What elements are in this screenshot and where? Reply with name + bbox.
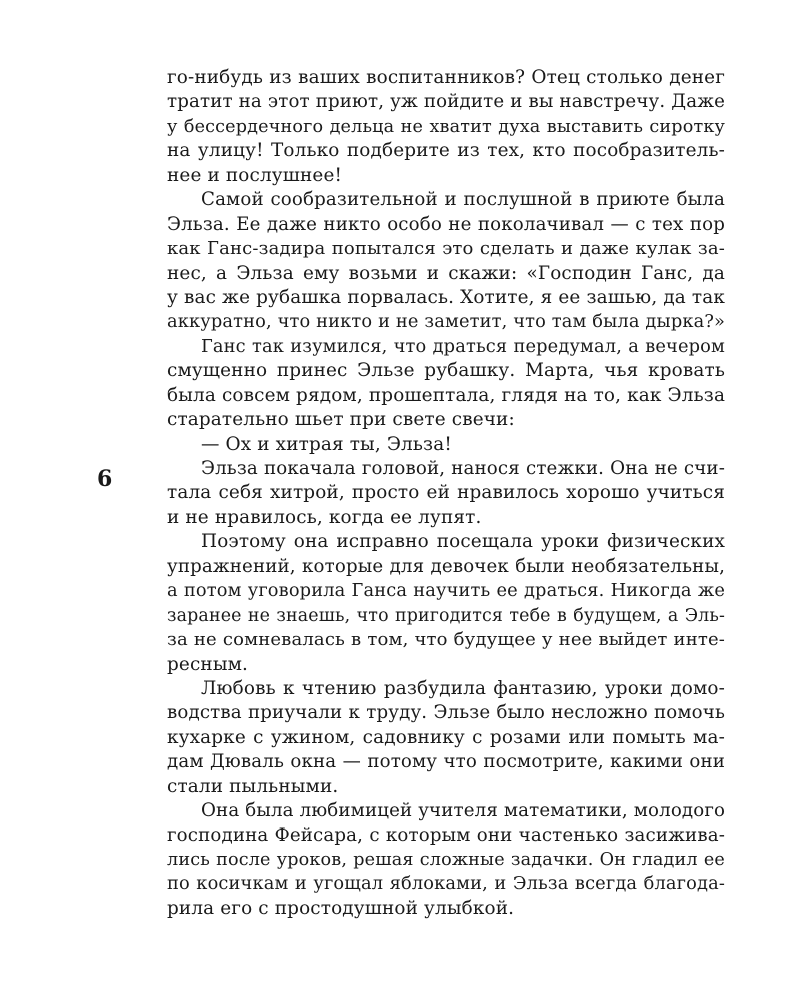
- text-line: за не сомневалась в том, что будущее у нее выйдет инте-: [167, 629, 725, 651]
- text-line: тратит на этот приют, уж пойдите и вы навстречу. Даже: [167, 91, 725, 113]
- text-line: рила его с простодушной улыбкой.: [167, 897, 515, 919]
- text-line: водства приучали к труду. Эльзе было несложно помочь: [167, 702, 725, 724]
- text-line: го-нибудь из ваших воспитанников? Отец столько денег: [167, 67, 725, 88]
- text-line: господина Фейсара, с которым они частенько засижива-: [167, 824, 725, 846]
- text-line: а потом уговорила Ганса научить ее драться. Никогда же: [167, 580, 725, 602]
- text-line: упражнений, которые для девочек были необязательны,: [167, 555, 725, 577]
- text-line: и не нравилось, когда ее лупят.: [167, 506, 482, 528]
- text-line: Она была любимицей учителя математики, молодого: [201, 800, 726, 822]
- text-line: Поэтому она исправно посещала уроки физических: [201, 531, 725, 553]
- text-line: дам Дюваль окна — потому что посмотрите, какими они: [167, 751, 725, 773]
- body-text: [167, 66, 725, 921]
- text-line: нее и послушнее!: [167, 164, 343, 186]
- text-line: на улицу! Только подберите из тех, кто пособразитель-: [167, 140, 725, 162]
- text-line: у вас же рубашка порвалась. Хотите, я ее зашью, да так: [167, 286, 725, 308]
- text-line: — Ох и хитрая ты, Эльза!: [201, 433, 452, 455]
- text-line: смущенно принес Эльзе рубашку. Марта, чья кровать: [167, 360, 725, 382]
- text-line: по косичкам и угощал яблоками, и Эльза всегда благода-: [167, 873, 725, 895]
- text-line: аккуратно, что никто и не заметит, что там была дырка?»: [167, 311, 726, 333]
- text-line: нес, а Эльза ему возьми и скажи: «Господин Ганс, да: [167, 262, 725, 284]
- text-line: у бессердечного дельца не хватит духа выставить сиротку: [167, 116, 725, 137]
- text-line: стали пыльными.: [167, 775, 339, 797]
- text-line: Любовь к чтению разбудила фантазию, уроки домо-: [201, 677, 725, 699]
- page-number: 6: [97, 466, 113, 492]
- text-line: ресным.: [167, 653, 249, 675]
- text-line: Эльза. Ее даже никто особо не поколачивал — с тех пор: [167, 213, 725, 235]
- text-line: Самой сообразительной и послушной в приюте была: [201, 189, 725, 211]
- text-line: была совсем рядом, прошептала, глядя на то, как Эльза: [167, 384, 726, 406]
- text-line: лись после уроков, решая сложные задачки. Он гладил ее: [167, 850, 725, 870]
- text-line: старательно шьет при свете свечи:: [167, 409, 515, 431]
- text-line: тала себя хитрой, просто ей нравилось хорошо учиться: [167, 482, 725, 504]
- text-line: кухарке с ужином, садовнику с розами или помыть ма-: [167, 726, 725, 748]
- text-line: как Ганс-задира попытался это сделать и даже кулак за-: [167, 238, 725, 260]
- text-line: Ганс так изумился, что драться передумал, а вечером: [201, 335, 725, 357]
- text-line: заранее не знаешь, что пригодится тебе в будущем, а Эль-: [167, 605, 725, 626]
- text-line: Эльза покачала головой, нанося стежки. Она не счи-: [201, 458, 725, 479]
